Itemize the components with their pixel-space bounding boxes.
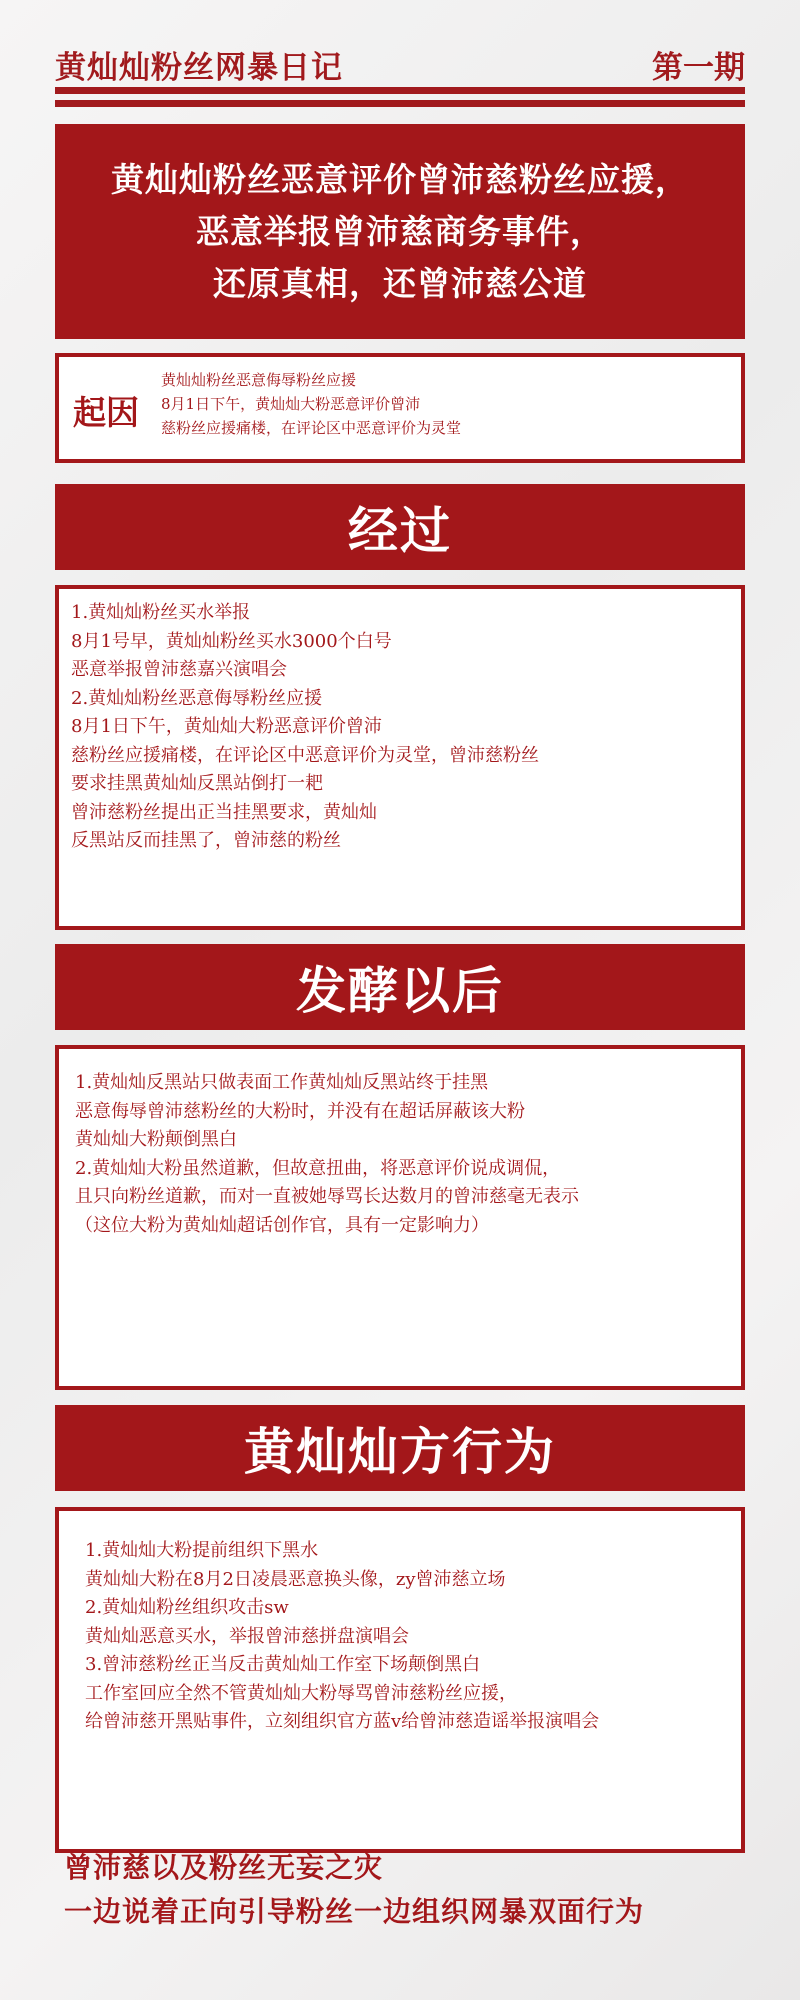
header-divider-top <box>55 87 745 94</box>
cause-line: 慈粉丝应援痛楼，在评论区中恶意评价为灵堂 <box>161 419 462 437</box>
issue-label: 第一期 <box>652 50 745 86</box>
process-line: 要求挂黑黄灿灿反黑站倒打一耙 <box>71 773 323 794</box>
behavior-line: 2.黄灿灿粉丝组织攻击sw <box>85 1597 289 1618</box>
behavior-box <box>55 1507 745 1853</box>
cause-line: 8月1日下午，黄灿灿大粉恶意评价曾沛 <box>161 395 421 413</box>
cause-line: 黄灿灿粉丝恶意侮辱粉丝应援 <box>161 371 357 389</box>
section-title-process: 经过 <box>55 484 745 570</box>
footer-line: 一边说着正向引导粉丝一边组织网暴双面行为 <box>64 1895 645 1928</box>
headline-line: 还原真相，还曾沛慈公道 <box>213 263 587 303</box>
aftermath-line: 且只向粉丝道歉，而对一直被她辱骂长达数月的曾沛慈毫无表示 <box>75 1186 579 1207</box>
process-box <box>55 585 745 930</box>
page-header <box>55 42 745 86</box>
behavior-line: 黄灿灿大粉在8月2日凌晨恶意换头像，zy曾沛慈立场 <box>85 1568 506 1590</box>
process-line: 反黑站反而挂黑了，曾沛慈的粉丝 <box>71 830 341 851</box>
behavior-line: 1.黄灿灿大粉提前组织下黑水 <box>85 1540 319 1561</box>
header-divider-bottom <box>55 100 745 107</box>
cause-box <box>55 353 745 463</box>
process-line: 曾沛慈粉丝提出正当挂黑要求，黄灿灿 <box>71 801 377 823</box>
aftermath-line: 2.黄灿灿大粉虽然道歉，但故意扭曲，将恶意评价说成调侃， <box>75 1157 561 1179</box>
aftermath-text <box>75 1069 731 1240</box>
behavior-line: 3.曾沛慈粉丝正当反击黄灿灿工作室下场颠倒黑白 <box>85 1654 481 1675</box>
process-text <box>71 599 731 856</box>
behavior-line: 黄灿灿恶意买水，举报曾沛慈拼盘演唱会 <box>85 1625 409 1647</box>
section-title-behavior: 黄灿灿方行为 <box>55 1405 745 1491</box>
aftermath-box <box>55 1045 745 1390</box>
cause-text <box>161 368 461 440</box>
headline-line: 黄灿灿粉丝恶意评价曾沛慈粉丝应援， <box>111 159 689 199</box>
footer-summary <box>64 1846 644 1934</box>
aftermath-line: 恶意侮辱曾沛慈粉丝的大粉时，并没有在超话屏蔽该大粉 <box>75 1100 525 1122</box>
process-line: 1.黄灿灿粉丝买水举报 <box>71 602 251 623</box>
aftermath-line: 黄灿灿大粉颠倒黑白 <box>75 1129 237 1150</box>
behavior-line: 给曾沛慈开黑贴事件，立刻组织官方蓝v给曾沛慈造谣举报演唱会 <box>85 1711 600 1732</box>
section-title-aftermath: 发酵以后 <box>55 944 745 1030</box>
footer-line: 曾沛慈以及粉丝无妄之灾 <box>64 1851 384 1884</box>
process-line: 恶意举报曾沛慈嘉兴演唱会 <box>71 659 287 680</box>
process-line: 8月1日下午，黄灿灿大粉恶意评价曾沛 <box>71 716 382 737</box>
aftermath-line: 1.黄灿灿反黑站只做表面工作黄灿灿反黑站终于挂黑 <box>75 1072 489 1093</box>
page-title: 黄灿灿粉丝网暴日记 <box>55 50 343 86</box>
headline-banner <box>55 124 745 339</box>
behavior-text <box>85 1537 731 1737</box>
cause-label: 起因 <box>73 393 139 432</box>
process-line: 慈粉丝应援痛楼，在评论区中恶意评价为灵堂，曾沛慈粉丝 <box>71 744 539 766</box>
process-line: 8月1号早，黄灿灿粉丝买水3000个白号 <box>71 630 392 652</box>
headline-line: 恶意举报曾沛慈商务事件， <box>196 211 604 251</box>
process-line: 2.黄灿灿粉丝恶意侮辱粉丝应援 <box>71 687 323 709</box>
behavior-line: 工作室回应全然不管黄灿灿大粉辱骂曾沛慈粉丝应援， <box>85 1682 517 1704</box>
aftermath-line: （这位大粉为黄灿灿超话创作官，具有一定影响力） <box>75 1214 489 1236</box>
